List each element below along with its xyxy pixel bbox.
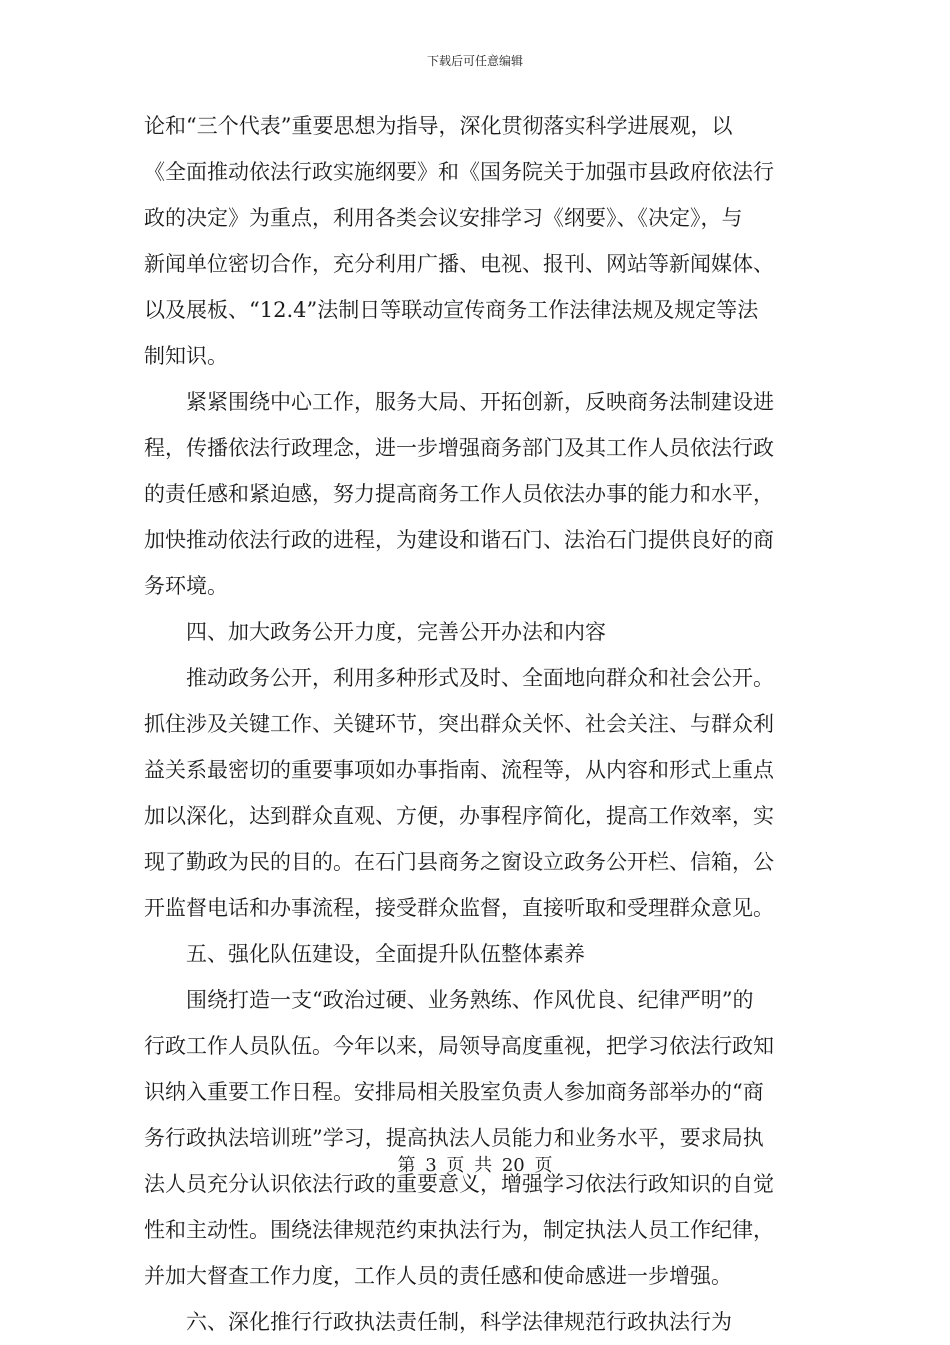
text-line: 新闻单位密切合作，充分利用广播、电视、报刊、网站等新闻媒体、 [144, 252, 774, 276]
text-line: 紧紧围绕中心工作，服务大局、开拓创新，反映商务法制建设进 [186, 390, 774, 414]
page-footer: 第 3 页 共 20 页 [397, 1155, 553, 1176]
text-line: 加以深化，达到群众直观、方便，办事程序简化，提高工作效率，实 [144, 804, 774, 828]
text-line: 六、深化推行行政执法责任制，科学法律规范行政执法行为 [186, 1310, 732, 1334]
text-line: 行政工作人员队伍。今年以来，局领导高度重视，把学习依法行政知 [144, 1034, 774, 1058]
text-line: 现了勤政为民的目的。在石门县商务之窗设立政务公开栏、信箱，公 [144, 850, 774, 874]
text-line: 《全面推动依法行政实施纲要》和《国务院关于加强市县政府依法行 [144, 160, 774, 184]
text-line: 以及展板、“12.4”法制日等联动宣传商务工作法律法规及规定等法 [144, 298, 759, 322]
text-line: 识纳入重要工作日程。安排局相关股室负责人参加商务部举办的“商 [144, 1080, 764, 1104]
text-line: 务行政执法培训班”学习，提高执法人员能力和业务水平，要求局执 [144, 1126, 764, 1150]
text-line: 法人员充分认识依法行政的重要意义，增强学习依法行政知识的自觉 [144, 1172, 774, 1196]
text-line: 推动政务公开，利用多种形式及时、全面地向群众和社会公开。 [186, 666, 774, 690]
text-line: 并加大督查工作力度，工作人员的责任感和使命感进一步增强。 [144, 1264, 732, 1288]
text-line: 制知识。 [144, 344, 228, 368]
text-line: 开监督电话和办事流程，接受群众监督，直接听取和受理群众意见。 [144, 896, 774, 920]
text-line: 论和“三个代表”重要思想为指导，深化贯彻落实科学进展观，以 [144, 114, 733, 138]
text-line: 性和主动性。围绕法律规范约束执法行为，制定执法人员工作纪律， [144, 1218, 774, 1242]
text-line: 加快推动依法行政的进程，为建设和谐石门、法治石门提供良好的商 [144, 528, 774, 552]
text-line: 益关系最密切的重要事项如办事指南、流程等，从内容和形式上重点 [144, 758, 774, 782]
text-line: 务环境。 [144, 574, 228, 598]
text-line: 抓住涉及关键工作、关键环节，突出群众关怀、社会关注、与群众利 [144, 712, 774, 736]
page-header: 下载后可任意编辑 [426, 54, 523, 68]
text-line: 的责任感和紧迫感，努力提高商务工作人员依法办事的能力和水平， [144, 482, 774, 506]
text-line: 四、加大政务公开力度，完善公开办法和内容 [186, 620, 606, 644]
text-line: 围绕打造一支“政治过硬、业务熟练、作风优良、纪律严明”的 [186, 988, 754, 1012]
text-line: 五、强化队伍建设，全面提升队伍整体素养 [186, 942, 585, 966]
text-line: 政的决定》为重点，利用各类会议安排学习《纲要》、《决定》，与 [144, 206, 743, 230]
text-line: 程，传播依法行政理念，进一步增强商务部门及其工作人员依法行政 [144, 436, 774, 460]
